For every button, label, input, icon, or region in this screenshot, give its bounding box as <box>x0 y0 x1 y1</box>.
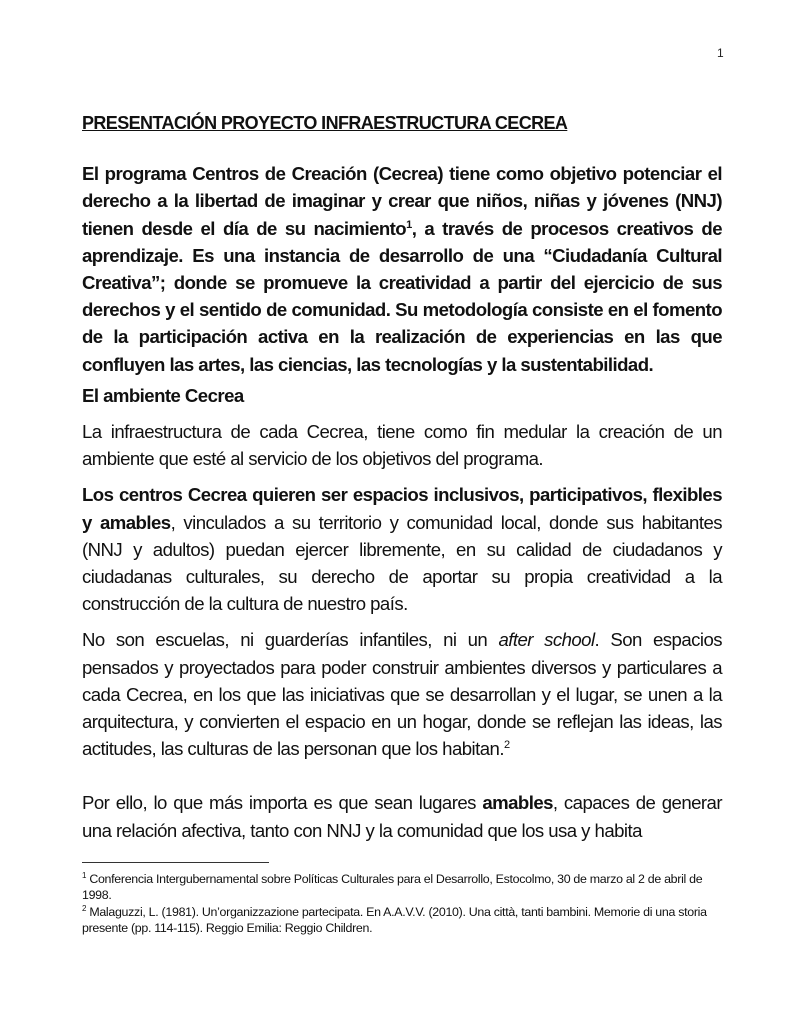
paragraph-por-ello-bold: amables <box>482 792 553 814</box>
document-title: PRESENTACIÓN PROYECTO INFRAESTRUCTURA CECREA <box>82 113 568 133</box>
paragraph-no-son-italic: after school <box>498 629 595 651</box>
paragraph-por-ello <box>82 789 722 843</box>
footnote-2-marker: 2 <box>82 904 87 913</box>
footnote-2-text: Malaguzzi, L. (1981). Un’organizzazione partecipata. En A.A.V.V. (2010). Una città, tanti bambini. Memorie di una storia presente (pp. 114-115). Reggio Emilia: Reggio Children. <box>82 905 707 935</box>
footnote-1-text: Conferencia Intergubernamental sobre Políticas Culturales para el Desarrollo, Estocolmo, 30 de marzo al 2 de abril de 1998. <box>82 872 703 902</box>
footnotes <box>82 862 722 938</box>
section-heading: El ambiente Cecrea <box>82 384 244 406</box>
footnote-separator <box>82 862 269 863</box>
paragraph-no-son-escuelas <box>82 626 722 762</box>
paragraph-no-son-text-b: . Son espacios pensados y proyectados para poder construir ambientes diversos y particulares a cada Cecrea, en los que las iniciativas que se desarrollan y el lugar, se unen a la arquitectura, y convierten el espacio en un hogar, donde se reflejan las ideas, las actitudes, las culturas de las personan que los habitan. <box>82 629 722 760</box>
intro-text-b: , a través de procesos creativos de aprendizaje. Es una instancia de desarrollo de una “Ciudadanía Cultural Creativa”; donde se promueve la creatividad a partir del ejercicio de sus derechos y el sentido de comunidad. Su metodología consiste en el fomento de la participación activa en la realización de experiencias en las que confluyen las artes, las ciencias, las tecnologías y la sustentabilidad. <box>82 217 722 375</box>
paragraph-por-ello-text-a: Por ello, lo que más importa es que sean lugares <box>82 792 483 814</box>
paragraph-centros-bold: Los centros Cecrea quieren ser espacios inclusivos, participativos, flexibles y amables <box>82 484 722 533</box>
paragraph-centros <box>82 481 722 617</box>
footnote-1-marker: 1 <box>82 871 87 880</box>
footnote-2 <box>82 905 722 936</box>
document-body <box>82 110 722 853</box>
intro-paragraph <box>82 160 722 378</box>
footnote-ref-1[interactable]: 1 <box>406 218 412 231</box>
page-number: 1 <box>717 46 724 60</box>
paragraph-no-son-text-a: No son escuelas, ni guarderías infantiles, ni un <box>82 629 499 651</box>
paragraph-por-ello-text-b: , capaces de generar una relación afectiva, tanto con NNJ y la comunidad que los usa y habita <box>82 792 722 841</box>
footnote-1 <box>82 872 722 903</box>
paragraph-centros-rest: , vinculados a su territorio y comunidad local, donde sus habitantes (NNJ y adultos) puedan ejercer libremente, en su calidad de ciudadanos y ciudadanas culturales, su derecho de aportar su propia creatividad a la construcción de la cultura de nuestro país. <box>82 511 722 615</box>
paragraph-infraestructura: La infraestructura de cada Cecrea, tiene como fin medular la creación de un ambiente que esté al servicio de los objetivos del programa. <box>82 421 722 470</box>
intro-text-a: El programa Centros de Creación (Cecrea) tiene como objetivo potenciar el derecho a la libertad de imaginar y crear que niños, niñas y jóvenes (NNJ) tienen desde el día de su nacimiento <box>82 163 722 239</box>
footnote-ref-2[interactable]: 2 <box>503 739 510 752</box>
